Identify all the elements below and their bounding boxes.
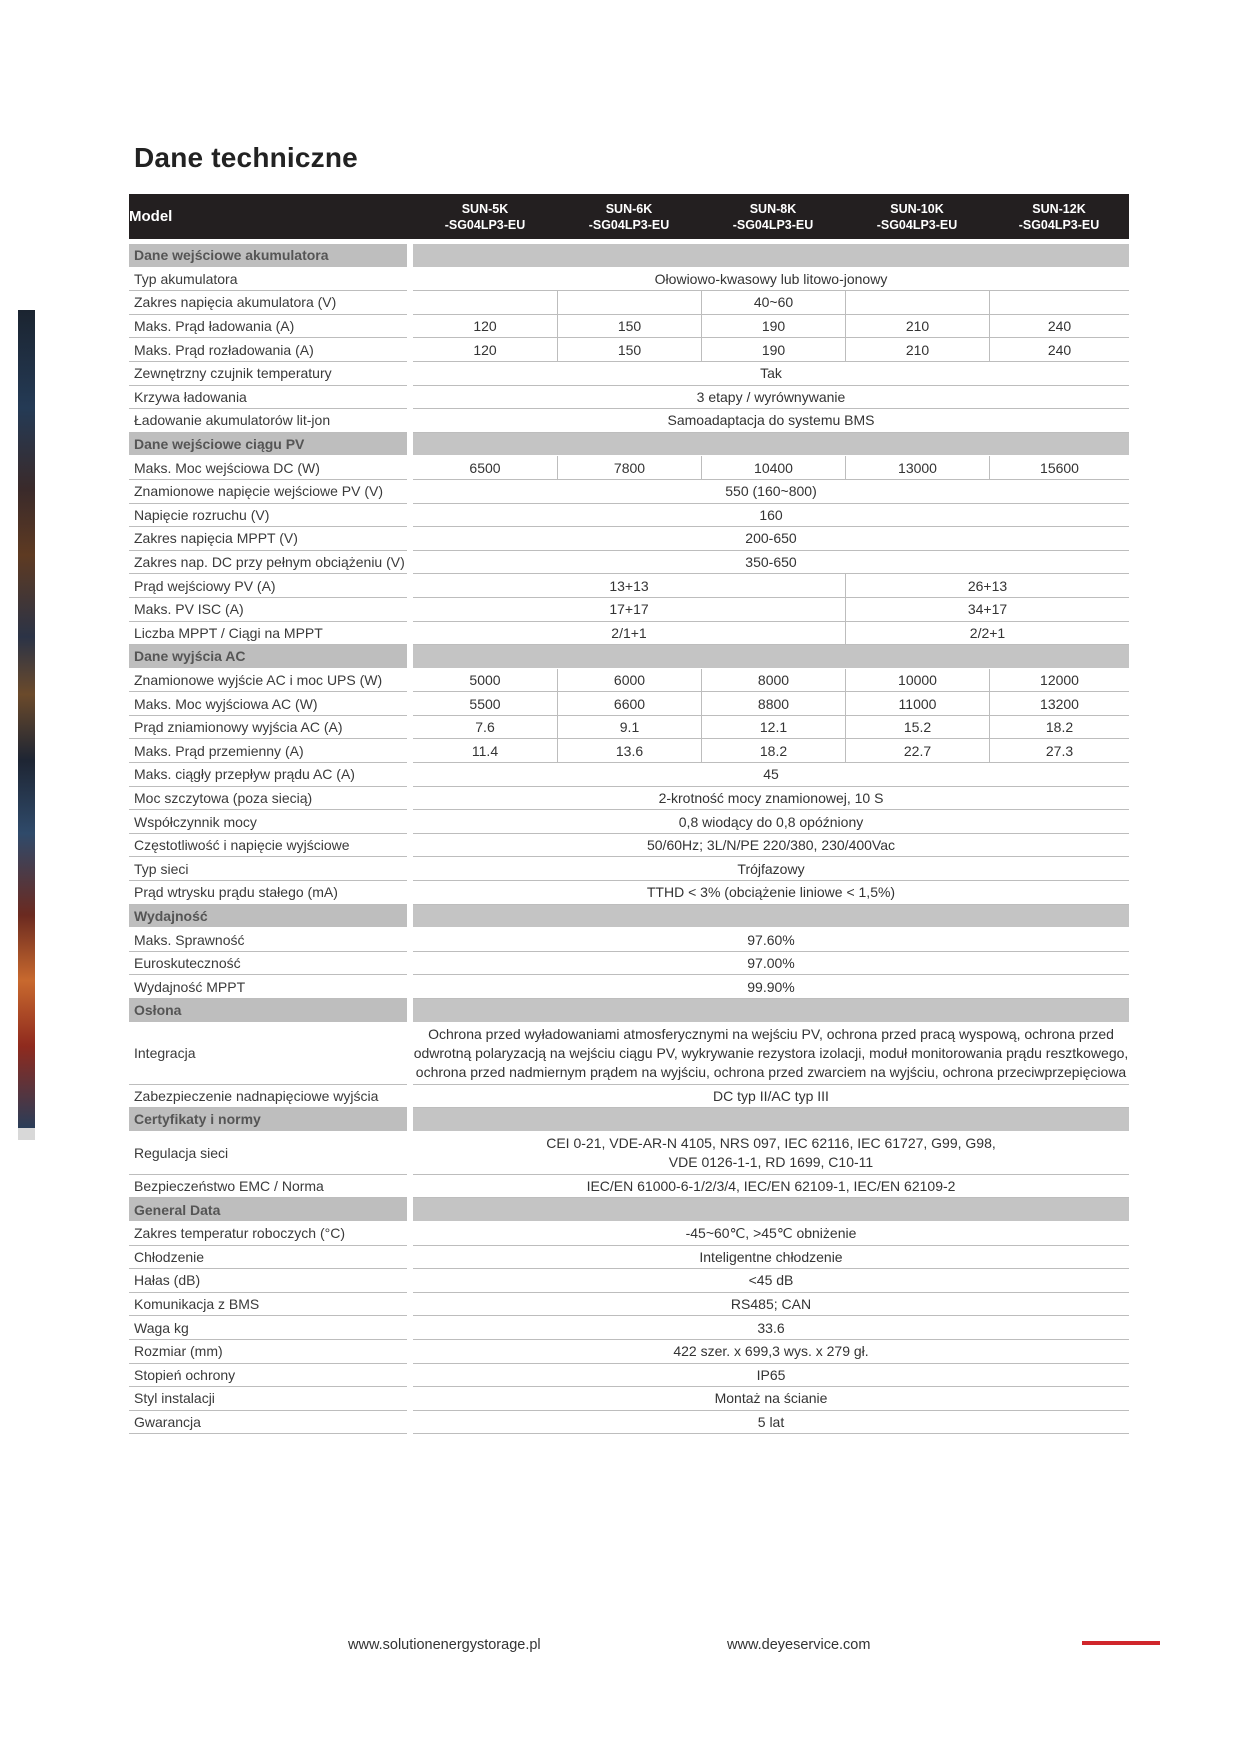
row-value: 27.3 — [989, 739, 1129, 763]
row-value: 7800 — [557, 456, 701, 480]
row-value: 10000 — [845, 669, 989, 693]
row-value: DC typ II/AC typ III — [413, 1085, 1129, 1109]
row-value: Inteligentne chłodzenie — [413, 1246, 1129, 1270]
row-label: Euroskuteczność — [129, 952, 407, 976]
row-label: Dane wyjścia AC — [129, 645, 407, 669]
row-label: Współczynnik mocy — [129, 810, 407, 834]
model-header-sun6k: SUN-6K -SG04LP3-EU — [557, 194, 701, 239]
footer-accent-bar — [1082, 1641, 1160, 1645]
table-row — [129, 1222, 1129, 1246]
table-row — [129, 362, 1129, 386]
row-label: Maks. Moc wejściowa DC (W) — [129, 456, 407, 480]
row-value: 3 etapy / wyrównywanie — [413, 386, 1129, 410]
table-row — [129, 975, 1129, 999]
row-label: Waga kg — [129, 1316, 407, 1340]
table-row — [129, 551, 1129, 575]
row-value — [413, 291, 557, 315]
row-value: 120 — [413, 315, 557, 339]
row-value: 8800 — [701, 692, 845, 716]
row-label: Integracja — [129, 1023, 407, 1085]
table-row — [129, 928, 1129, 952]
spec-table — [129, 194, 1129, 1434]
row-value: Montaż na ścianie — [413, 1387, 1129, 1411]
row-value: Samoadaptacja do systemu BMS — [413, 409, 1129, 433]
table-row — [129, 598, 1129, 622]
row-label: Zewnętrzny czujnik temperatury — [129, 362, 407, 386]
table-row — [129, 1085, 1129, 1109]
table-row — [129, 857, 1129, 881]
row-value: 18.2 — [989, 716, 1129, 740]
table-row — [129, 456, 1129, 480]
row-label: Znamionowe wyjście AC i moc UPS (W) — [129, 669, 407, 693]
table-row — [129, 669, 1129, 693]
row-label: Maks. Prąd rozładowania (A) — [129, 338, 407, 362]
side-photo-strip-reflection — [18, 1128, 35, 1140]
table-cell — [413, 905, 1129, 929]
row-value: 11000 — [845, 692, 989, 716]
table-cell — [413, 999, 1129, 1023]
side-photo-strip — [18, 310, 35, 1128]
table-row — [129, 1340, 1129, 1364]
page-title: Dane techniczne — [134, 142, 358, 173]
table-row — [129, 268, 1129, 292]
section-battery — [129, 244, 1129, 268]
table-row — [129, 291, 1129, 315]
row-label: Typ akumulatora — [129, 268, 407, 292]
row-label: Prąd zniamionowy wyjścia AC (A) — [129, 716, 407, 740]
row-value: 120 — [413, 338, 557, 362]
row-label: Maks. PV ISC (A) — [129, 598, 407, 622]
row-value: 160 — [413, 504, 1129, 528]
table-row — [129, 409, 1129, 433]
row-label: Dane wejściowe ciągu PV — [129, 433, 407, 457]
row-label: Zakres napięcia akumulatora (V) — [129, 291, 407, 315]
row-value: 7.6 — [413, 716, 557, 740]
row-value: 550 (160~800) — [413, 480, 1129, 504]
row-label: Napięcie rozruchu (V) — [129, 504, 407, 528]
row-value: 150 — [557, 315, 701, 339]
row-label: Zakres temperatur roboczych (°C) — [129, 1222, 407, 1246]
row-label: Bezpieczeństwo EMC / Norma — [129, 1175, 407, 1199]
table-row — [129, 810, 1129, 834]
table-row — [129, 315, 1129, 339]
table-row — [129, 527, 1129, 551]
row-label: Zabezpieczenie nadnapięciowe wyjścia — [129, 1085, 407, 1109]
table-row — [129, 574, 1129, 598]
row-value: -45~60℃, >45℃ obniżenie — [413, 1222, 1129, 1246]
row-value: 33.6 — [413, 1316, 1129, 1340]
row-label: Wydajność — [129, 905, 407, 929]
row-value: 26+13 — [845, 574, 1129, 598]
row-value: IEC/EN 61000-6-1/2/3/4, IEC/EN 62109-1, IEC/EN 62109-2 — [413, 1175, 1129, 1199]
table-row — [129, 1246, 1129, 1270]
row-label: Osłona — [129, 999, 407, 1023]
row-label: Regulacja sieci — [129, 1132, 407, 1175]
table-row — [129, 1023, 1129, 1085]
row-value: Trójfazowy — [413, 857, 1129, 881]
row-value: <45 dB — [413, 1269, 1129, 1293]
row-value: 0,8 wiodący do 0,8 opóźniony — [413, 810, 1129, 834]
row-label: Krzywa ładowania — [129, 386, 407, 410]
footer-link-deyeservice[interactable]: www.deyeservice.com — [727, 1637, 871, 1653]
table-row — [129, 504, 1129, 528]
row-value: 12000 — [989, 669, 1129, 693]
table-header — [129, 194, 1129, 239]
table-row — [129, 386, 1129, 410]
table-row — [129, 622, 1129, 646]
table-row — [129, 763, 1129, 787]
table-row — [129, 739, 1129, 763]
table-row — [129, 1364, 1129, 1388]
row-label: Styl instalacji — [129, 1387, 407, 1411]
row-value: 13+13 — [413, 574, 845, 598]
section-pv — [129, 433, 1129, 457]
row-value: 2/2+1 — [845, 622, 1129, 646]
row-value: 150 — [557, 338, 701, 362]
table-row — [129, 1411, 1129, 1435]
row-label: Ładowanie akumulatorów lit-jon — [129, 409, 407, 433]
row-label: Zakres nap. DC przy pełnym obciążeniu (V) — [129, 551, 407, 575]
row-value: 6600 — [557, 692, 701, 716]
row-value: 34+17 — [845, 598, 1129, 622]
section-general — [129, 1198, 1129, 1222]
row-value: Ołowiowo-kwasowy lub litowo-jonowy — [413, 268, 1129, 292]
table-row — [129, 338, 1129, 362]
model-header-sun12k: SUN-12K -SG04LP3-EU — [989, 194, 1129, 239]
table-row — [129, 716, 1129, 740]
row-label: Gwarancja — [129, 1411, 407, 1435]
row-value: 99.90% — [413, 975, 1129, 999]
row-value: 6000 — [557, 669, 701, 693]
row-label: Częstotliwość i napięcie wyjściowe — [129, 834, 407, 858]
row-value: 22.7 — [845, 739, 989, 763]
model-header-sun10k: SUN-10K -SG04LP3-EU — [845, 194, 989, 239]
row-value: 190 — [701, 315, 845, 339]
row-value: 45 — [413, 763, 1129, 787]
footer-link-solutionenergystorage[interactable]: www.solutionenergystorage.pl — [348, 1637, 541, 1653]
row-label: Wydajność MPPT — [129, 975, 407, 999]
row-value: 5000 — [413, 669, 557, 693]
row-value: RS485; CAN — [413, 1293, 1129, 1317]
row-label: Maks. Prąd przemienny (A) — [129, 739, 407, 763]
row-label: Typ sieci — [129, 857, 407, 881]
row-value: Tak — [413, 362, 1129, 386]
row-value: 18.2 — [701, 739, 845, 763]
row-value: 15600 — [989, 456, 1129, 480]
row-label: Zakres napięcia MPPT (V) — [129, 527, 407, 551]
section-protection — [129, 999, 1129, 1023]
row-value: 97.60% — [413, 928, 1129, 952]
row-value: 240 — [989, 315, 1129, 339]
row-value — [989, 291, 1129, 315]
row-value: 11.4 — [413, 739, 557, 763]
row-label: Rozmiar (mm) — [129, 1340, 407, 1364]
section-certs — [129, 1108, 1129, 1132]
table-cell — [413, 1108, 1129, 1132]
table-cell — [413, 433, 1129, 457]
model-header-label: Model — [129, 194, 407, 239]
table-row — [129, 1132, 1129, 1175]
table-row — [129, 881, 1129, 905]
row-value: 210 — [845, 338, 989, 362]
row-value: 13000 — [845, 456, 989, 480]
row-label: Hałas (dB) — [129, 1269, 407, 1293]
table-row — [129, 480, 1129, 504]
row-value: 40~60 — [701, 291, 845, 315]
row-label: Prąd wtrysku prądu stałego (mA) — [129, 881, 407, 905]
table-row — [129, 1175, 1129, 1199]
row-value: 2-krotność mocy znamionowej, 10 S — [413, 787, 1129, 811]
row-value: 15.2 — [845, 716, 989, 740]
section-efficiency — [129, 905, 1129, 929]
row-value: 50/60Hz; 3L/N/PE 220/380, 230/400Vac — [413, 834, 1129, 858]
row-value: 422 szer. x 699,3 wys. x 279 gł. — [413, 1340, 1129, 1364]
row-value: 5500 — [413, 692, 557, 716]
model-header-sun8k: SUN-8K -SG04LP3-EU — [701, 194, 845, 239]
table-row — [129, 1387, 1129, 1411]
row-label: Stopień ochrony — [129, 1364, 407, 1388]
row-value: 200-650 — [413, 527, 1129, 551]
row-label: Dane wejściowe akumulatora — [129, 244, 407, 268]
row-label: Moc szczytowa (poza siecią) — [129, 787, 407, 811]
table-row — [129, 692, 1129, 716]
row-value — [845, 291, 989, 315]
section-ac — [129, 645, 1129, 669]
row-label: Komunikacja z BMS — [129, 1293, 407, 1317]
row-value: TTHD < 3% (obciążenie liniowe < 1,5%) — [413, 881, 1129, 905]
table-cell — [413, 645, 1129, 669]
row-label: Maks. Moc wyjściowa AC (W) — [129, 692, 407, 716]
row-value: 6500 — [413, 456, 557, 480]
row-value: 12.1 — [701, 716, 845, 740]
row-label: Liczba MPPT / Ciągi na MPPT — [129, 622, 407, 646]
grid-regulation-value: CEI 0-21, VDE-AR-N 4105, NRS 097, IEC 62116, IEC 61727, G99, G98, VDE 0126-1-1, RD 1699, C10-11 — [413, 1132, 1129, 1175]
row-label: Maks. Prąd ładowania (A) — [129, 315, 407, 339]
row-value: 10400 — [701, 456, 845, 480]
row-label: Prąd wejściowy PV (A) — [129, 574, 407, 598]
row-value: IP65 — [413, 1364, 1129, 1388]
model-header-sun5k: SUN-5K -SG04LP3-EU — [413, 194, 557, 239]
table-cell — [413, 244, 1129, 268]
row-value: 190 — [701, 338, 845, 362]
row-value: 8000 — [701, 669, 845, 693]
row-label: Znamionowe napięcie wejściowe PV (V) — [129, 480, 407, 504]
table-row — [129, 1293, 1129, 1317]
row-value: 97.00% — [413, 952, 1129, 976]
table-row — [129, 1316, 1129, 1340]
row-value: 350-650 — [413, 551, 1129, 575]
table-cell — [413, 1198, 1129, 1222]
row-value: 210 — [845, 315, 989, 339]
table-row — [129, 1269, 1129, 1293]
row-value: 13.6 — [557, 739, 701, 763]
row-value: 2/1+1 — [413, 622, 845, 646]
row-label: Chłodzenie — [129, 1246, 407, 1270]
row-value: 240 — [989, 338, 1129, 362]
row-label: Certyfikaty i normy — [129, 1108, 407, 1132]
row-value: 9.1 — [557, 716, 701, 740]
integration-value: Ochrona przed wyładowaniami atmosferycznymi na wejściu PV, ochrona przed pracą wyspową, ochrona przed odwrotną polaryzacją na wejściu ciągu PV, wykrywanie rezystora izolacji, moduł monitorowania prądu resztkowego, ochrona przed nadmiernym prądem na wyjściu, ochrona przed zwarciem na wyjściu, ochrona przeciwprzepięciowa — [413, 1023, 1129, 1085]
row-value: 13200 — [989, 692, 1129, 716]
row-value: 17+17 — [413, 598, 845, 622]
table-row — [129, 834, 1129, 858]
row-value: 5 lat — [413, 1411, 1129, 1435]
table-row — [129, 952, 1129, 976]
row-label: Maks. ciągły przepływ prądu AC (A) — [129, 763, 407, 787]
row-label: General Data — [129, 1198, 407, 1222]
row-label: Maks. Sprawność — [129, 928, 407, 952]
row-value — [557, 291, 701, 315]
table-row — [129, 787, 1129, 811]
